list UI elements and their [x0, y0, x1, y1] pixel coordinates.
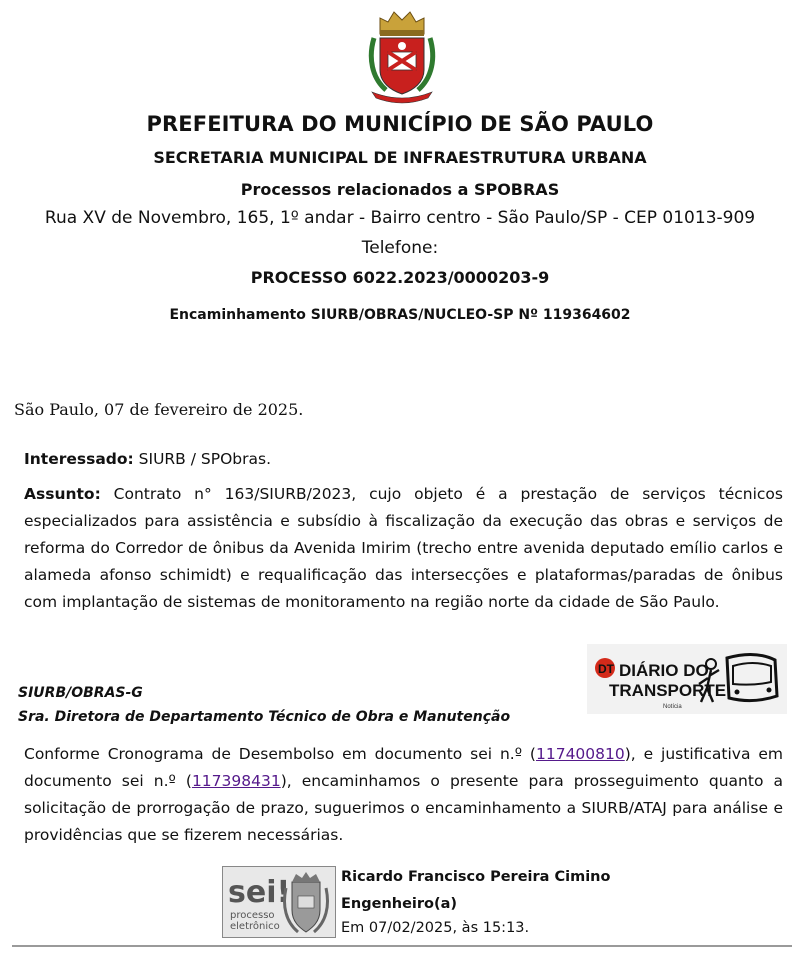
- address-line: Rua XV de Novembro, 165, 1º andar - Bairro centro - São Paulo/SP - CEP 01013-909: [44, 208, 756, 228]
- diario-do-transporte-watermark: [587, 644, 787, 714]
- recipient-title: Sra. Diretora de Departamento Técnico de Obra e Manutenção: [18, 709, 511, 725]
- watermark-line1: DIÁRIO DO: [619, 661, 709, 680]
- watermark-small: Notícia: [663, 704, 682, 710]
- sao-paulo-coat-of-arms-icon: [366, 8, 438, 104]
- watermark-badge: DT: [598, 662, 614, 676]
- sei-document-link-1[interactable]: 117400810: [535, 745, 625, 763]
- sei-document-link-2[interactable]: 117398431: [191, 772, 281, 790]
- interested-label: Interessado:: [24, 450, 134, 468]
- interested-value: SIURB / SPObras.: [133, 450, 271, 468]
- secretaria-title: SECRETARIA MUNICIPAL DE INFRAESTRUTURA URBANA: [153, 148, 647, 167]
- subject-value: Contrato n° 163/SIURB/2023, cujo objeto é a prestação de serviços técnicos especializados para assistência e subsídio à fiscalização da execução das obras e serviços de reforma do Corredor de ônibus da Avenida Imirim (trecho entre avenida deputado emílio carlos e alameda afonso schimidt) e requalificação das intersecções e plataformas/paradas de ônibus com implantação de sistemas de monitoramento na região norte da cidade de São Paulo.: [24, 485, 783, 611]
- sei-processo-eletronico-logo: [222, 866, 336, 938]
- body-text-1: Conforme Cronograma de Desembolso em documento sei n.º (: [24, 745, 536, 763]
- watermark-line2: TRANSPORTE: [609, 681, 727, 700]
- body-text-2: ), e justificativa em documento sei n.º (: [24, 745, 783, 790]
- recipient-department: SIURB/OBRAS-G: [18, 685, 143, 701]
- forwarding-number: Encaminhamento SIURB/OBRAS/NUCLEO-SP Nº 119364602: [169, 307, 631, 323]
- body-paragraph: [24, 741, 783, 849]
- processos-subtitle: Processos relacionados a SPOBRAS: [240, 180, 560, 199]
- interested-party: [24, 446, 783, 473]
- process-number: PROCESSO 6022.2023/0000203-9: [250, 268, 550, 287]
- sei-logo-text: sei!: [228, 875, 291, 910]
- body-text-3: ), encaminhamos o presente para prosseguimento quanto a solicitação de prorrogação de prazo, suguerimos o encaminhamento a SIURB/ATAJ para análise e providências que se fizerem necessárias.: [24, 772, 783, 844]
- telephone-line: Telefone:: [361, 238, 439, 258]
- sei-logo-sub1: processo: [230, 910, 275, 921]
- prefeitura-title: PREFEITURA DO MUNICÍPIO DE SÃO PAULO: [146, 112, 654, 136]
- document-date: São Paulo, 07 de fevereiro de 2025.: [14, 400, 304, 419]
- sei-logo-sub2: eletrônico: [230, 921, 280, 932]
- subject-paragraph: [24, 481, 783, 616]
- subject-label: Assunto:: [24, 485, 101, 503]
- footer-divider: [12, 945, 792, 947]
- signer-role: Engenheiro(a): [341, 896, 458, 912]
- signer-name: Ricardo Francisco Pereira Cimino: [341, 869, 611, 885]
- signature-timestamp: Em 07/02/2025, às 15:13.: [341, 920, 530, 936]
